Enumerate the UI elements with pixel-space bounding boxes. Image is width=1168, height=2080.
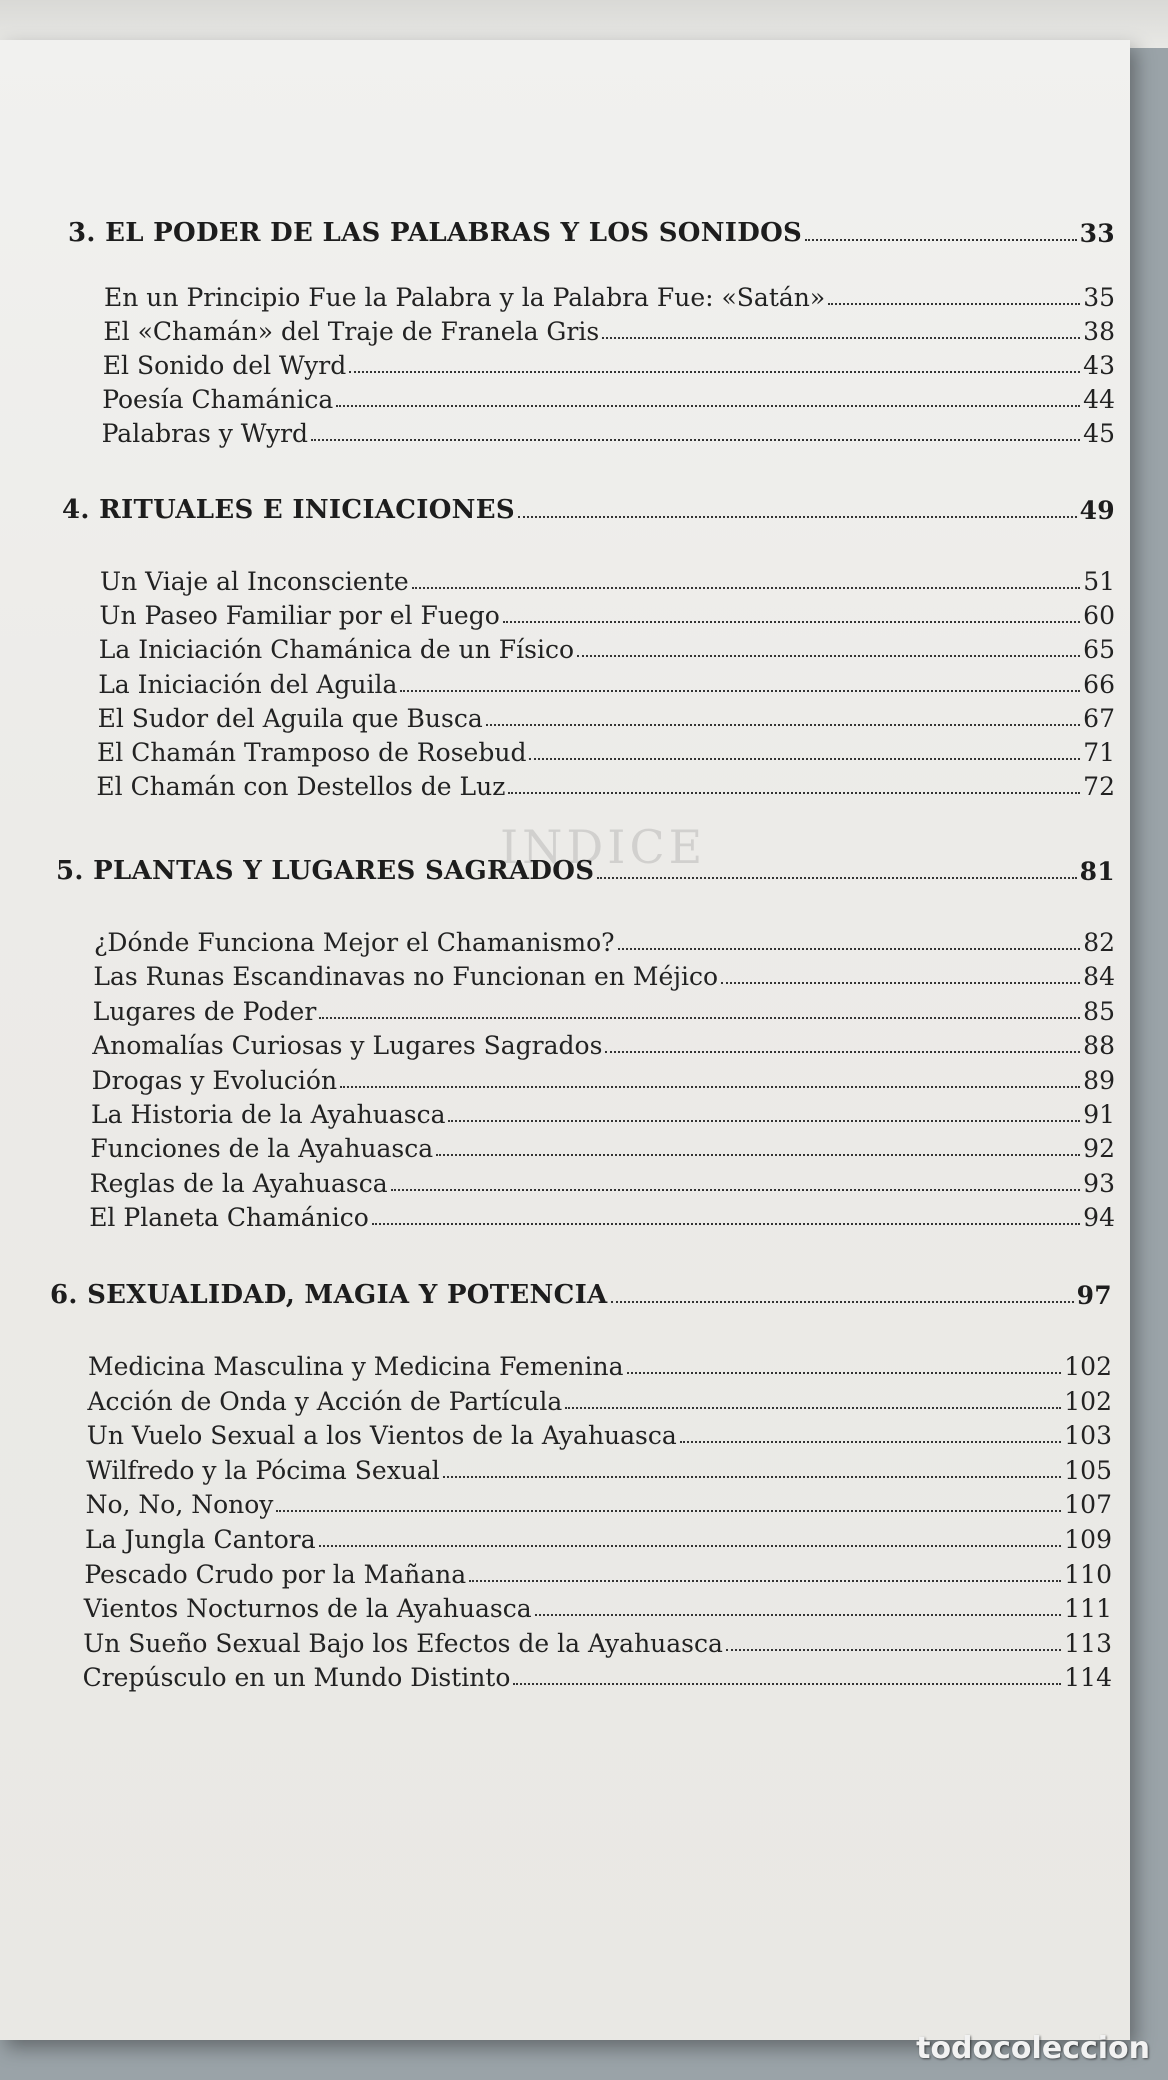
entry-page-number: 114 [1064, 1663, 1112, 1693]
dot-leader [336, 404, 1080, 407]
toc-entry [104, 283, 1115, 312]
entry-title: El Chamán con Destellos de Luz [96, 772, 506, 802]
dot-leader [513, 1682, 1061, 1685]
dot-leader [508, 791, 1080, 794]
toc-entry [92, 1066, 1115, 1095]
entry-page-number: 66 [1083, 669, 1115, 699]
entry-title: Wilfredo y la Pócima Sexual [86, 1455, 440, 1485]
entry-page-number: 102 [1064, 1386, 1112, 1416]
show-through-heading: INDICE [500, 820, 707, 874]
toc-entry [99, 635, 1115, 664]
entry-title: La Jungla Cantora [85, 1525, 316, 1554]
toc-entry [85, 1525, 1112, 1554]
entry-title: Un Paseo Familiar por el Fuego [99, 601, 500, 631]
entry-title: Anomalías Curiosas y Lugares Sagrados [92, 1031, 603, 1061]
entry-title: La Historia de la Ayahuasca [91, 1100, 446, 1129]
dot-leader [412, 586, 1081, 589]
toc-entry [83, 1663, 1112, 1692]
toc-entry [89, 1203, 1115, 1232]
entry-page-number: 82 [1083, 928, 1115, 957]
entry-title: El Sonido del Wyrd [102, 351, 347, 380]
entry-title: Medicina Masculina y Medicina Femenina [88, 1352, 624, 1381]
entry-page-number: 85 [1083, 996, 1115, 1026]
toc-entry [96, 772, 1115, 801]
entry-page-number: 43 [1083, 351, 1115, 380]
entry-title: Funciones de la Ayahuasca [90, 1134, 434, 1164]
dot-leader [805, 238, 1076, 241]
entry-title: Pescado Crudo por la Mañana [84, 1559, 467, 1589]
entry-page-number: 93 [1083, 1168, 1115, 1198]
entry-page-number: 111 [1064, 1594, 1112, 1624]
entry-title: No, No, Nonoy [85, 1490, 274, 1520]
chapter-title: 4. RITUALES E INICIACIONES [62, 495, 515, 525]
chapter-page-number: 33 [1079, 219, 1115, 248]
entry-title: La Iniciación Chamánica de un Físico [98, 635, 575, 665]
chapter-page-number: 81 [1079, 857, 1115, 886]
entry-page-number: 67 [1083, 703, 1115, 733]
toc-entry [86, 1490, 1112, 1519]
toc-entry [90, 1169, 1115, 1198]
entry-page-number: 102 [1064, 1352, 1112, 1381]
dot-leader [565, 1406, 1061, 1409]
dot-leader [448, 1119, 1080, 1122]
entry-title: Crepúsculo en un Mundo Distinto [82, 1663, 511, 1693]
entry-title: El «Chamán» del Traje de Franela Gris [103, 317, 600, 346]
entry-page-number: 35 [1083, 283, 1115, 312]
toc-entry [86, 1456, 1112, 1485]
dot-leader [349, 370, 1080, 373]
toc-entry [97, 738, 1115, 767]
dot-leader [276, 1509, 1061, 1512]
dot-leader [372, 1222, 1080, 1225]
toc-entry [98, 704, 1115, 733]
entry-page-number: 38 [1083, 317, 1115, 346]
entry-title: En un Principio Fue la Palabra y la Palabra Fue: «Satán» [104, 283, 826, 312]
toc-entry [87, 1421, 1112, 1450]
entry-title: Las Runas Escandinavas no Funcionan en Méjico [93, 962, 719, 992]
entry-title: Lugares de Poder [92, 996, 317, 1026]
dot-leader [680, 1440, 1061, 1443]
dot-leader [597, 876, 1076, 879]
dot-leader [391, 1188, 1081, 1191]
toc-entry [98, 670, 1115, 699]
entry-page-number: 44 [1083, 385, 1115, 414]
dot-leader [721, 981, 1080, 984]
toc-entry [100, 567, 1115, 596]
watermark-logo: todocoleccion [916, 2031, 1150, 2066]
entry-page-number: 84 [1083, 962, 1115, 992]
toc-entry [92, 1031, 1115, 1060]
dot-leader [503, 620, 1080, 623]
entry-title: Un Sueño Sexual Bajo los Efectos de la Ayahuasca [83, 1628, 723, 1658]
dot-leader [486, 723, 1080, 726]
dot-leader [311, 438, 1080, 441]
toc-entry [84, 1594, 1112, 1623]
entry-title: Un Vuelo Sexual a los Vientos de la Ayahuasca [86, 1421, 677, 1451]
toc-entry [102, 419, 1115, 448]
entry-page-number: 103 [1064, 1421, 1112, 1451]
dot-leader [529, 757, 1080, 760]
chapter-page-number: 49 [1079, 496, 1115, 525]
dot-leader [319, 1016, 1080, 1019]
entry-page-number: 51 [1083, 567, 1115, 596]
chapter-title: 3. EL PODER DE LAS PALABRAS Y LOS SONIDOS [68, 218, 803, 248]
entry-page-number: 105 [1064, 1455, 1112, 1485]
entry-page-number: 60 [1083, 601, 1115, 631]
toc-entry [87, 1387, 1112, 1416]
entry-page-number: 92 [1083, 1134, 1115, 1164]
entry-title: La Iniciación del Aguila [98, 669, 398, 699]
dot-leader [319, 1544, 1062, 1547]
dot-leader [443, 1475, 1061, 1478]
toc-entry [94, 928, 1115, 957]
dot-leader [400, 689, 1080, 692]
entry-title: El Chamán Tramposo de Rosebud [97, 738, 527, 767]
toc-entry [102, 385, 1115, 414]
toc-entry [93, 997, 1115, 1026]
toc-entry [91, 1100, 1115, 1129]
toc-entry [93, 962, 1115, 991]
dot-leader [535, 1613, 1062, 1616]
dot-leader [726, 1648, 1061, 1651]
entry-title: Drogas y Evolución [91, 1065, 338, 1095]
dot-leader [469, 1579, 1061, 1582]
dot-leader [611, 1300, 1074, 1303]
entry-title: Vientos Nocturnos de la Ayahuasca [83, 1594, 532, 1624]
entry-page-number: 107 [1064, 1490, 1112, 1520]
dot-leader [518, 515, 1077, 518]
chapter-title: 6. SEXUALIDAD, MAGIA Y POTENCIA [50, 1280, 608, 1310]
dot-leader [340, 1085, 1080, 1088]
toc-entry [103, 317, 1115, 346]
entry-title: El Sudor del Aguila que Busca [97, 703, 483, 733]
chapter-heading [62, 495, 1115, 525]
dot-leader [577, 654, 1080, 657]
chapter-heading [68, 218, 1115, 248]
entry-page-number: 109 [1064, 1525, 1112, 1554]
entry-title: Poesía Chamánica [102, 385, 334, 414]
entry-page-number: 110 [1064, 1559, 1112, 1589]
entry-page-number: 91 [1083, 1100, 1115, 1129]
chapter-heading [50, 1280, 1112, 1310]
dot-leader [436, 1153, 1080, 1156]
toc-entry [103, 351, 1115, 380]
entry-title: Palabras y Wyrd [101, 419, 309, 448]
entry-title: Acción de Onda y Acción de Partícula [87, 1386, 563, 1416]
entry-page-number: 45 [1083, 419, 1115, 448]
dot-leader [602, 336, 1080, 339]
entry-page-number: 88 [1083, 1031, 1115, 1061]
entry-title: ¿Dónde Funciona Mejor el Chamanismo? [94, 928, 615, 957]
dot-leader [828, 302, 1080, 305]
entry-title: Reglas de la Ayahuasca [89, 1168, 388, 1198]
dot-leader [627, 1371, 1062, 1374]
chapter-title: 5. PLANTAS Y LUGARES SAGRADOS [56, 856, 595, 886]
entry-page-number: 94 [1083, 1203, 1115, 1233]
toc-entry [99, 601, 1115, 630]
toc-entry [88, 1352, 1112, 1381]
toc-entry [83, 1629, 1112, 1658]
entry-title: El Planeta Chamánico [89, 1203, 369, 1233]
chapter-page-number: 97 [1076, 1281, 1112, 1310]
chapter-heading [56, 856, 1115, 886]
dot-leader [618, 947, 1081, 950]
toc-entry [84, 1560, 1112, 1589]
entry-page-number: 89 [1083, 1065, 1115, 1095]
entry-page-number: 72 [1083, 772, 1115, 802]
entry-page-number: 65 [1083, 635, 1115, 665]
entry-page-number: 113 [1064, 1628, 1112, 1658]
toc-entry [90, 1134, 1115, 1163]
dot-leader [605, 1050, 1080, 1053]
entry-title: Un Viaje al Inconsciente [100, 567, 409, 596]
entry-page-number: 71 [1083, 738, 1115, 767]
